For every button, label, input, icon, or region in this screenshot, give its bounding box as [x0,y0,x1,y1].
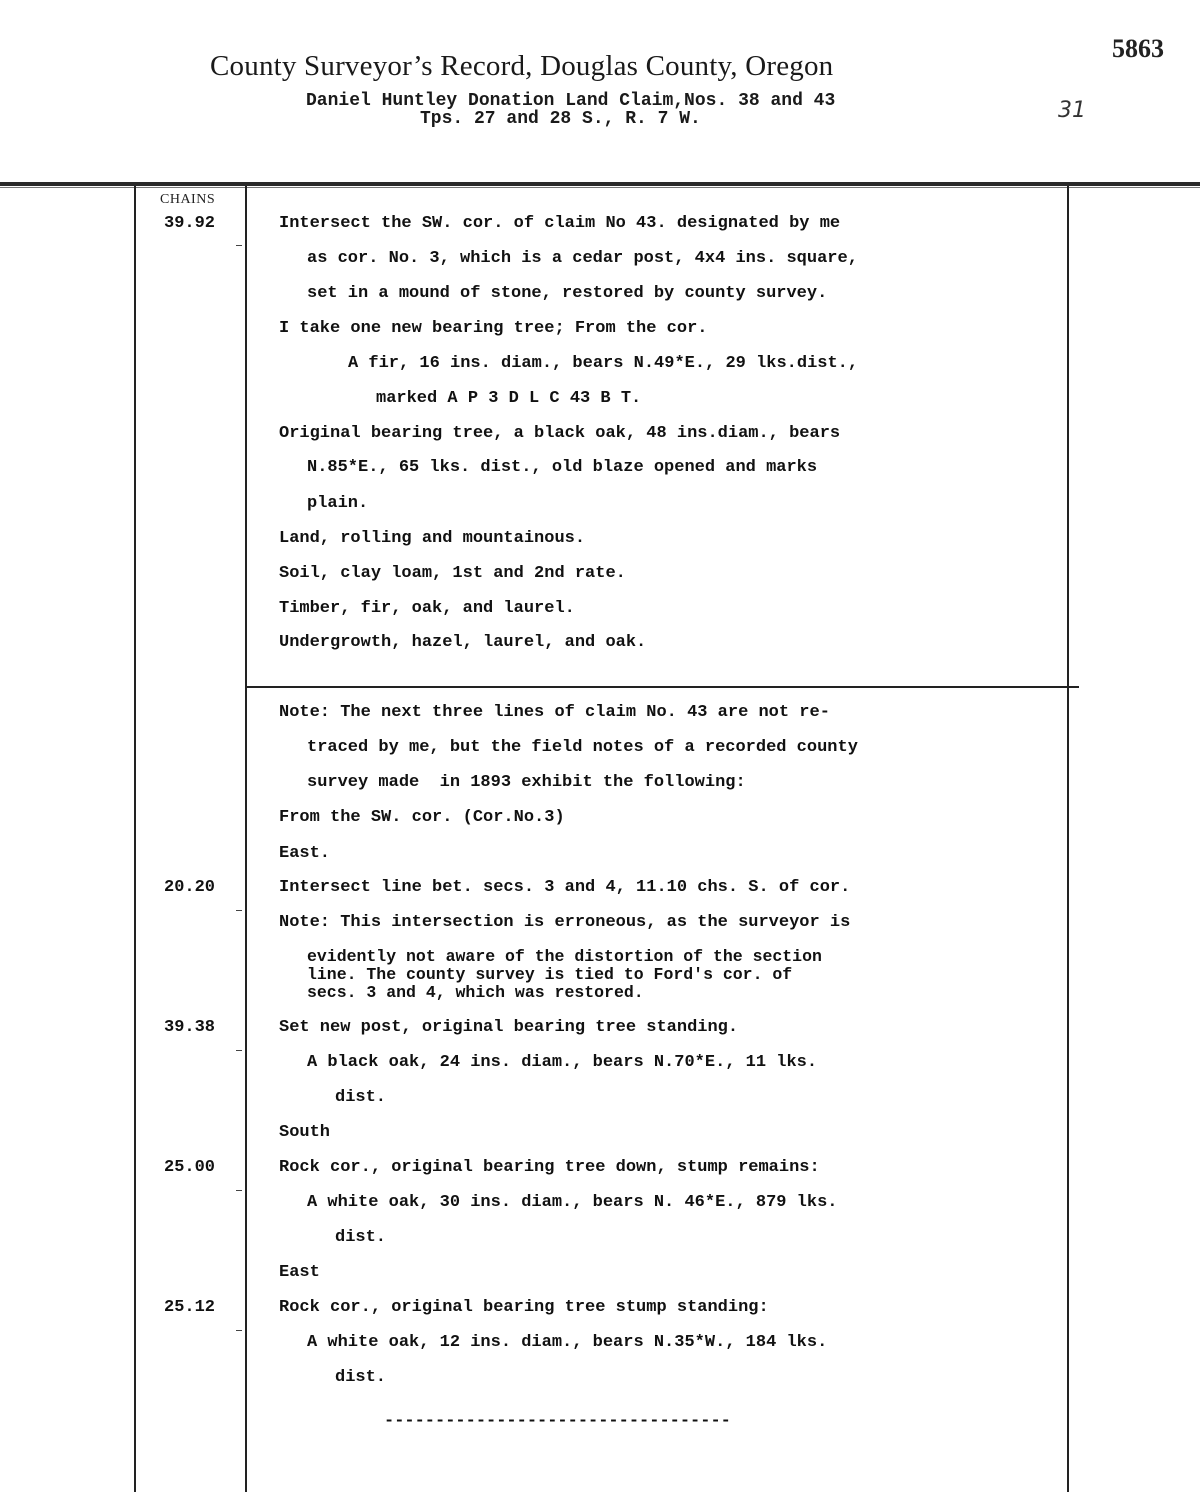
record-line: Original bearing tree, a black oak, 48 ins.diam., bears [279,424,841,443]
record-line: N.85*E., 65 lks. dist., old blaze opened and marks [307,458,818,477]
margin-tick [236,245,242,246]
chains-column-header: CHAINS [160,192,216,207]
header-rule-secondary [0,187,1200,188]
claim-subtitle: Daniel Huntley Donation Land Claim,Nos. 38 and 43 [306,91,836,111]
record-line: marked A P 3 D L C 43 B T. [376,389,642,408]
record-line: Note: This intersection is erroneous, as the surveyor is [279,913,851,932]
township-subtitle: Tps. 27 and 28 S., R. 7 W. [420,109,701,129]
record-line: East. [279,844,331,863]
record-line: evidently not aware of the distortion of the section [307,947,822,966]
header-rule [0,182,1200,186]
record-line: I take one new bearing tree; From the cor. [279,319,708,338]
record-line: A white oak, 30 ins. diam., bears N. 46*E., 879 lks. [307,1193,838,1212]
record-line: set in a mound of stone, restored by county survey. [307,284,828,303]
chains-column-divider [245,186,247,1492]
record-line: plain. [307,494,369,513]
record-line: Note: The next three lines of claim No. 43 are not re- [279,703,830,722]
record-line: secs. 3 and 4, which was restored. [307,983,644,1002]
record-line: Timber, fir, oak, and laurel. [279,599,575,618]
record-line: South [279,1123,331,1142]
right-margin-line [1067,186,1069,1492]
record-line: as cor. No. 3, which is a cedar post, 4x4 ins. square, [307,249,858,268]
margin-tick [236,910,242,911]
page-number: 5863 [1112,34,1164,63]
record-line: Land, rolling and mountainous. [279,529,586,548]
record-line: survey made in 1893 exhibit the following: [307,773,746,792]
record-line: dist. [335,1088,387,1107]
record-line: East [279,1263,320,1282]
record-line: Intersect the SW. cor. of claim No 43. designated by me [279,214,841,233]
record-line: Undergrowth, hazel, laurel, and oak. [279,633,647,652]
section-divider [247,686,1079,688]
end-of-entry-rule: ---------------------------------- [384,1412,731,1431]
page-title: County Surveyor’s Record, Douglas County, Oregon [210,50,834,82]
chain-value: 20.20 [164,878,216,897]
record-line: traced by me, but the field notes of a recorded county [307,738,858,757]
margin-tick [236,1330,242,1331]
record-line: Intersect line bet. secs. 3 and 4, 11.10 chs. S. of cor. [279,878,851,897]
record-line: dist. [335,1368,387,1387]
record-line: A black oak, 24 ins. diam., bears N.70*E., 11 lks. [307,1053,818,1072]
record-line: line. The county survey is tied to Ford's cor. of [307,965,793,984]
margin-tick [236,1190,242,1191]
handwritten-note: 31 [1058,98,1086,123]
left-margin-line [134,186,136,1492]
record-line: A white oak, 12 ins. diam., bears N.35*W., 184 lks. [307,1333,828,1352]
record-line: Soil, clay loam, 1st and 2nd rate. [279,564,626,583]
record-line: dist. [335,1228,387,1247]
record-line: A fir, 16 ins. diam., bears N.49*E., 29 lks.dist., [348,354,859,373]
chain-value: 39.38 [164,1018,216,1037]
record-line: From the SW. cor. (Cor.No.3) [279,808,565,827]
record-line: Rock cor., original bearing tree stump standing: [279,1298,769,1317]
record-line: Set new post, original bearing tree standing. [279,1018,739,1037]
chain-value: 25.00 [164,1158,216,1177]
chain-value: 39.92 [164,214,216,233]
chain-value: 25.12 [164,1298,216,1317]
record-line: Rock cor., original bearing tree down, stump remains: [279,1158,820,1177]
margin-tick [236,1050,242,1051]
